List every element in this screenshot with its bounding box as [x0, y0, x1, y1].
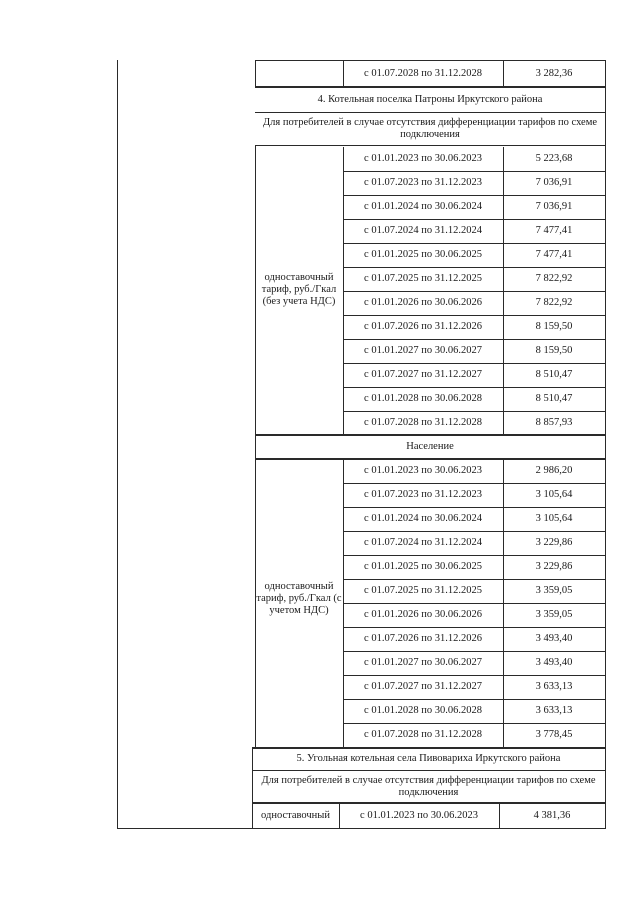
row-line [343, 387, 605, 388]
value-cell: 5 223,68 [535, 153, 573, 164]
period-cell: с 01.01.2028 по 30.06.2028 [364, 705, 482, 716]
value-cell: 3 359,05 [535, 609, 573, 620]
value-cell: 3 633,13 [535, 705, 573, 716]
row-line [343, 315, 605, 316]
population-heading: Население [406, 441, 454, 452]
value-cell: 3 105,64 [535, 489, 573, 500]
value-cell: 4 381,36 [533, 810, 571, 821]
row-line [343, 627, 605, 628]
row-line [343, 267, 605, 268]
period-cell: с 01.07.2027 по 31.12.2027 [364, 681, 482, 692]
row-line [343, 555, 605, 556]
period-cell: с 01.01.2026 по 30.06.2026 [364, 609, 482, 620]
value-cell: 3 778,45 [535, 729, 573, 740]
value-cell: 8 857,93 [535, 417, 573, 428]
row-line [343, 291, 605, 292]
period-cell: с 01.01.2025 по 30.06.2025 [364, 561, 482, 572]
row-line [343, 675, 605, 676]
period-cell: с 01.07.2026 по 31.12.2026 [364, 321, 482, 332]
row-line [255, 458, 605, 460]
row-line [343, 483, 605, 484]
value-cell: 3 282,36 [535, 68, 573, 79]
row-line [343, 243, 605, 244]
period-cell: с 01.01.2023 по 30.06.2023 [364, 465, 482, 476]
value-cell: 2 986,20 [535, 465, 573, 476]
row-line [343, 339, 605, 340]
value-cell: 3 493,40 [535, 633, 573, 644]
row-line [343, 507, 605, 508]
period-cell: с 01.01.2028 по 30.06.2028 [364, 393, 482, 404]
row-line [343, 699, 605, 700]
value-cell: 8 159,50 [535, 321, 573, 332]
value-cell: 7 477,41 [535, 249, 573, 260]
period-cell: с 01.07.2024 по 31.12.2024 [364, 225, 482, 236]
tariff-label: одноставочный тариф, руб./Гкал (без учета НДС) [261, 272, 337, 307]
period-cell: с 01.07.2028 по 31.12.2028 [364, 417, 482, 428]
value-cell: 7 822,92 [535, 297, 573, 308]
period-cell: с 01.01.2027 по 30.06.2027 [364, 657, 482, 668]
section-subtitle: Для потребителей в случае отсутствия дифференциации тарифов по схеме подключения [261, 775, 596, 798]
row-line [255, 112, 605, 113]
section-title: 4. Котельная поселка Патроны Иркутского района [317, 94, 543, 105]
value-cell: 3 633,13 [535, 681, 573, 692]
period-cell: с 01.07.2025 по 31.12.2025 [364, 585, 482, 596]
tariff-label: одноставочный тариф, руб./Гкал (с учетом НДС) [256, 581, 342, 616]
period-cell: с 01.07.2026 по 31.12.2026 [364, 633, 482, 644]
row-line [117, 828, 605, 829]
row-line [252, 802, 605, 804]
row-line [255, 145, 605, 146]
value-cell: 8 159,50 [535, 345, 573, 356]
row-line [255, 86, 605, 88]
tariff-label: одноставочный [261, 810, 330, 821]
period-cell: с 01.07.2025 по 31.12.2025 [364, 273, 482, 284]
table-right-border [605, 60, 606, 829]
row-line [252, 747, 605, 749]
value-cell: 7 036,91 [535, 177, 573, 188]
period-cell: с 01.01.2024 по 30.06.2024 [364, 201, 482, 212]
period-cell: с 01.07.2028 по 31.12.2028 [364, 68, 482, 79]
period-cell: с 01.01.2024 по 30.06.2024 [364, 513, 482, 524]
row-line [255, 60, 605, 61]
period-cell: с 01.01.2027 по 30.06.2027 [364, 345, 482, 356]
row-line [343, 603, 605, 604]
period-cell: с 01.07.2023 по 31.12.2023 [364, 489, 482, 500]
row-line [343, 219, 605, 220]
row-line [343, 579, 605, 580]
value-cell: 7 036,91 [535, 201, 573, 212]
section-title: 5. Угольная котельная села Пивовариха Иркутского района [296, 753, 561, 764]
table-outer-left-border [117, 60, 118, 829]
row-line [343, 363, 605, 364]
section-subtitle: Для потребителей в случае отсутствия дифференциации тарифов по схеме подключения [262, 117, 598, 140]
period-cell: с 01.01.2026 по 30.06.2026 [364, 297, 482, 308]
row-line [343, 723, 605, 724]
period-cell: с 01.07.2027 по 31.12.2027 [364, 369, 482, 380]
period-cell: с 01.01.2025 по 30.06.2025 [364, 249, 482, 260]
value-cell: 3 229,86 [535, 537, 573, 548]
value-cell: 3 229,86 [535, 561, 573, 572]
row-line [252, 770, 605, 771]
value-cell: 3 105,64 [535, 513, 573, 524]
value-cell: 7 477,41 [535, 225, 573, 236]
period-cell: с 01.01.2023 по 30.06.2023 [364, 153, 482, 164]
value-cell: 3 359,05 [535, 585, 573, 596]
row-line [343, 651, 605, 652]
value-cell: 7 822,92 [535, 273, 573, 284]
row-line [343, 531, 605, 532]
table-left-border-top [255, 60, 256, 87]
value-cell: 8 510,47 [535, 393, 573, 404]
row-line [343, 171, 605, 172]
period-cell: с 01.07.2028 по 31.12.2028 [364, 729, 482, 740]
period-cell: с 01.07.2024 по 31.12.2024 [364, 537, 482, 548]
period-cell: с 01.07.2023 по 31.12.2023 [364, 177, 482, 188]
row-line [343, 411, 605, 412]
period-cell: с 01.01.2023 по 30.06.2023 [360, 810, 478, 821]
value-cell: 3 493,40 [535, 657, 573, 668]
value-cell: 8 510,47 [535, 369, 573, 380]
row-line [343, 195, 605, 196]
row-line [255, 434, 605, 436]
